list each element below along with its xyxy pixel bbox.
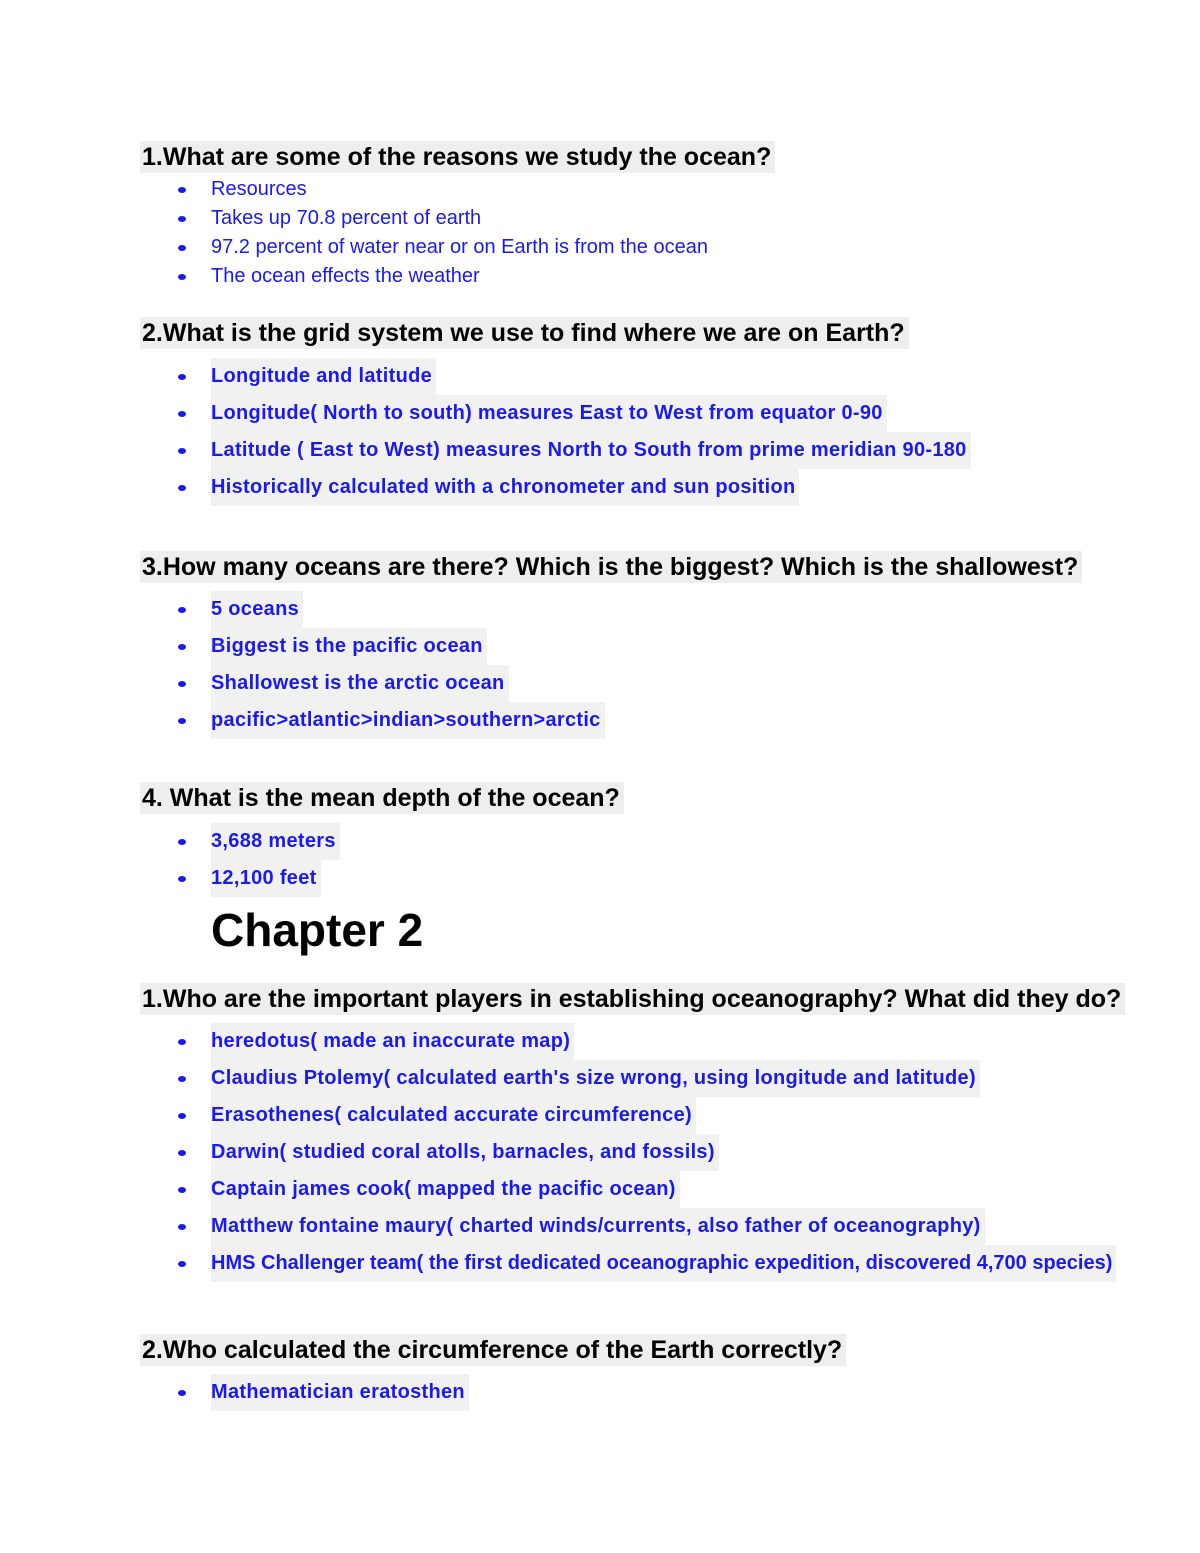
bullet-icon xyxy=(178,876,186,882)
question-heading: 3.How many oceans are there? Which is the biggest? Which is the shallowest? xyxy=(140,551,1082,583)
list-item xyxy=(176,1023,1116,1060)
bullet-icon xyxy=(178,187,186,193)
question-heading: 4. What is the mean depth of the ocean? xyxy=(140,782,624,814)
answer-list xyxy=(176,175,708,291)
bullet-icon xyxy=(178,718,186,724)
bullet-icon xyxy=(178,216,186,222)
bullet-icon xyxy=(178,374,186,380)
answer-text: Latitude ( East to West) measures North to South from prime meridian 90-180 xyxy=(211,432,971,469)
answer-text: Erasothenes( calculated accurate circumference) xyxy=(211,1097,696,1134)
answer-list xyxy=(176,1023,1116,1282)
bullet-icon xyxy=(178,1150,186,1156)
question-heading: 2.Who calculated the circumference of the Earth correctly? xyxy=(140,1334,846,1366)
bullet-icon xyxy=(178,607,186,613)
bullet-icon xyxy=(178,1261,186,1267)
bullet-icon xyxy=(178,1039,186,1045)
answer-text: 3,688 meters xyxy=(211,823,340,860)
bullet-icon xyxy=(178,1390,186,1396)
question-heading: 1.Who are the important players in establishing oceanography? What did they do? xyxy=(140,983,1125,1015)
list-item xyxy=(176,1134,1116,1171)
answer-text: Captain james cook( mapped the pacific ocean) xyxy=(211,1171,680,1208)
list-item xyxy=(176,175,708,204)
bullet-icon xyxy=(178,681,186,687)
answer-text: Darwin( studied coral atolls, barnacles, and fossils) xyxy=(211,1134,719,1171)
answer-text: Resources xyxy=(211,178,307,200)
list-item xyxy=(176,1097,1116,1134)
answer-list xyxy=(176,823,340,897)
question-heading: 1.What are some of the reasons we study the ocean? xyxy=(140,141,775,173)
answer-text: Longitude( North to south) measures East to West from equator 0-90 xyxy=(211,395,887,432)
bullet-icon xyxy=(178,274,186,280)
answer-text: HMS Challenger team( the first dedicated oceanographic expedition, discovered 4,700 species) xyxy=(211,1245,1116,1282)
answer-text: 12,100 feet xyxy=(211,860,321,897)
answer-text: Longitude and latitude xyxy=(211,358,436,395)
answer-list xyxy=(176,358,971,506)
list-item xyxy=(176,262,708,291)
list-item xyxy=(176,432,971,469)
answer-text: Takes up 70.8 percent of earth xyxy=(211,207,482,229)
bullet-icon xyxy=(178,1224,186,1230)
list-item xyxy=(176,860,340,897)
list-item xyxy=(176,591,605,628)
list-item xyxy=(176,1171,1116,1208)
answer-text: 97.2 percent of water near or on Earth is from the ocean xyxy=(211,236,708,258)
list-item xyxy=(176,1060,1116,1097)
list-item xyxy=(176,233,708,262)
chapter-title: Chapter 2 xyxy=(211,904,424,956)
question-heading: 2.What is the grid system we use to find where we are on Earth? xyxy=(140,317,909,349)
bullet-icon xyxy=(178,245,186,251)
bullet-icon xyxy=(178,448,186,454)
list-item xyxy=(176,1374,469,1411)
answer-text: Claudius Ptolemy( calculated earth's size wrong, using longitude and latitude) xyxy=(211,1060,980,1097)
list-item xyxy=(176,1208,1116,1245)
answer-text: pacific>atlantic>indian>southern>arctic xyxy=(211,702,605,739)
answer-list xyxy=(176,591,605,739)
answer-text: The ocean effects the weather xyxy=(211,265,480,287)
answer-text: Historically calculated with a chronometer and sun position xyxy=(211,469,799,506)
list-item xyxy=(176,469,971,506)
answer-text: heredotus( made an inaccurate map) xyxy=(211,1023,574,1060)
list-item xyxy=(176,358,971,395)
bullet-icon xyxy=(178,839,186,845)
bullet-icon xyxy=(178,1113,186,1119)
answer-list xyxy=(176,1374,469,1411)
bullet-icon xyxy=(178,1187,186,1193)
bullet-icon xyxy=(178,485,186,491)
bullet-icon xyxy=(178,644,186,650)
answer-text: 5 oceans xyxy=(211,591,303,628)
list-item xyxy=(176,628,605,665)
answer-text: Mathematician eratosthen xyxy=(211,1374,469,1411)
bullet-icon xyxy=(178,411,186,417)
list-item xyxy=(176,395,971,432)
answer-text: Matthew fontaine maury( charted winds/currents, also father of oceanography) xyxy=(211,1208,985,1245)
answer-text: Biggest is the pacific ocean xyxy=(211,628,487,665)
answer-text: Shallowest is the arctic ocean xyxy=(211,665,509,702)
list-item xyxy=(176,702,605,739)
bullet-icon xyxy=(178,1076,186,1082)
list-item xyxy=(176,665,605,702)
list-item xyxy=(176,1245,1116,1282)
list-item xyxy=(176,204,708,233)
list-item xyxy=(176,823,340,860)
